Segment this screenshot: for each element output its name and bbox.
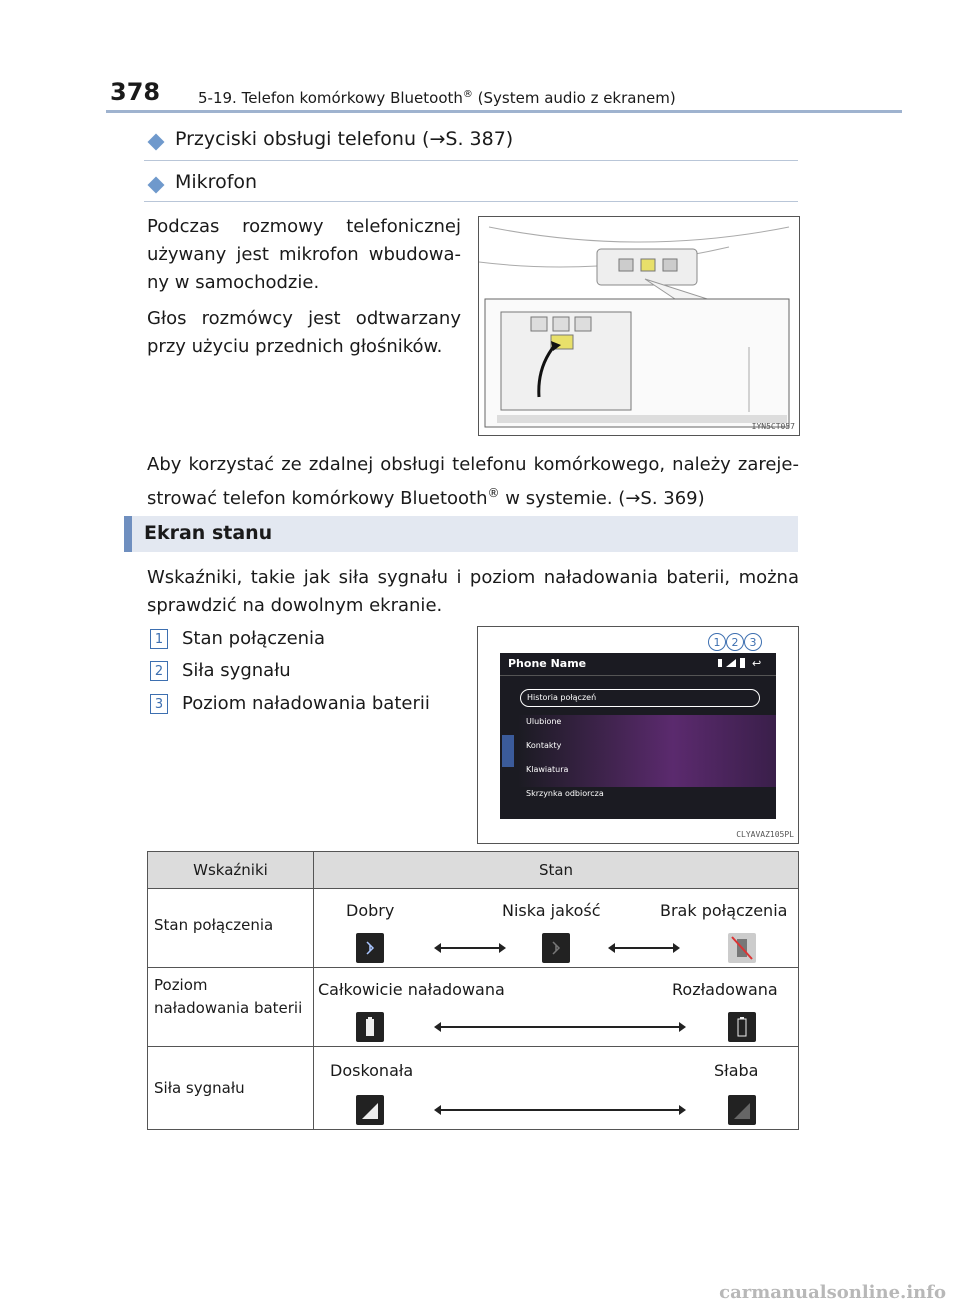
- state-label: Brak połączenia: [660, 901, 788, 920]
- row-label: Stan połączenia: [154, 916, 274, 934]
- battery-icon: [740, 658, 745, 668]
- running-header: [198, 89, 676, 107]
- row-label: Siła sygnału: [154, 1079, 245, 1097]
- state-label: Dobry: [346, 901, 395, 920]
- bluetooth-weak-icon: [542, 933, 570, 963]
- screen-title: Phone Name: [508, 657, 587, 670]
- page-number: 378: [110, 78, 161, 106]
- list-item: Siła sygnału: [182, 660, 291, 681]
- header-rule: [106, 110, 902, 113]
- signal-weak-icon: [728, 1095, 756, 1125]
- screen-callouts: [708, 633, 762, 651]
- section-suffix: (System audio z ekranem): [472, 89, 676, 107]
- arrow-icon: →: [625, 488, 641, 509]
- arrow-icon: →: [429, 128, 446, 150]
- buttons-ref-link[interactable]: S. 387): [445, 128, 514, 150]
- figure-code: IYN5CT057: [751, 422, 795, 431]
- figure-code: CLYAVAZ105PL: [736, 830, 794, 839]
- callout-number: 1: [150, 629, 168, 649]
- table-header: Wskaźniki: [148, 852, 314, 889]
- remote-ref-link[interactable]: S. 369): [640, 488, 705, 509]
- callout-circle: 3: [744, 633, 762, 651]
- microphone-figure: [478, 216, 800, 436]
- overhead-console-illustration: [479, 217, 799, 435]
- table-row: [148, 968, 799, 1047]
- callout-circle: 2: [726, 633, 744, 651]
- state-label: Rozładowana: [672, 980, 778, 999]
- state-label: Słaba: [714, 1061, 759, 1080]
- callout-circle: 1: [708, 633, 726, 651]
- section-title: 5-19. Telefon komórkowy Bluetooth: [198, 89, 463, 107]
- state-label: Całkowicie naładowana: [318, 980, 505, 999]
- callout-number: 2: [150, 661, 168, 681]
- state-label: Doskonała: [330, 1061, 414, 1080]
- bluetooth-good-icon: [356, 933, 384, 963]
- buttons-heading: [175, 128, 513, 150]
- double-arrow-icon: [440, 947, 500, 949]
- menu-item[interactable]: Kontakty: [526, 741, 562, 750]
- double-arrow-icon: [440, 1109, 680, 1111]
- back-icon[interactable]: ↩: [752, 657, 762, 670]
- table-header: Stan: [314, 852, 799, 889]
- mic-paragraph-2: Głos rozmówcy jest odtwarzany przy użyciu przednich głośników.: [147, 308, 461, 357]
- side-arrow-icon[interactable]: [502, 735, 514, 767]
- diamond-bullet-icon: [148, 134, 165, 151]
- table-row: [148, 889, 799, 968]
- footer-watermark: carmanualsonline.info: [719, 1282, 946, 1303]
- signal-excellent-icon: [356, 1095, 384, 1125]
- state-label: Niska jakość: [502, 901, 601, 920]
- battery-full-icon: [356, 1012, 384, 1042]
- row-label: Poziom naładowania baterii: [154, 976, 303, 1017]
- section-rule: [144, 160, 798, 161]
- diamond-bullet-icon: [148, 177, 165, 194]
- double-arrow-icon: [440, 1026, 680, 1028]
- indicator-table: [147, 851, 799, 1130]
- double-arrow-icon: [614, 947, 674, 949]
- remote-paragraph: [147, 451, 799, 513]
- bluetooth-status-icon: [718, 659, 722, 667]
- status-heading: Ekran stanu: [144, 522, 273, 544]
- registered-mark: ®: [487, 486, 500, 500]
- status-screen-figure: [477, 626, 799, 844]
- section-rule: [144, 201, 798, 202]
- callout-number: 3: [150, 694, 168, 714]
- screen-divider: [500, 675, 776, 676]
- remote-text-a: Aby korzystać ze zdalnej obsługi telefonu komórkowego, należy zareje-strować telefon komórkowy Bluetooth: [147, 454, 799, 509]
- status-intro: Wskaźniki, takie jak siła sygnału i poziom naładowania baterii, można sprawdzić na dowolnym ekranie.: [147, 567, 799, 616]
- mic-paragraph-1: Podczas rozmowy telefonicznej używany jest mikrofon wbudowa-ny w samochodzie.: [147, 216, 461, 293]
- list-item: Stan połączenia: [182, 628, 326, 649]
- menu-item[interactable]: Ulubione: [526, 717, 562, 726]
- battery-empty-icon: [728, 1012, 756, 1042]
- signal-icon: [726, 659, 736, 667]
- buttons-heading-text: Przyciski obsługi telefonu (: [175, 128, 430, 150]
- menu-item[interactable]: Historia połączeń: [520, 689, 760, 707]
- table-row: [148, 1047, 799, 1130]
- registered-mark: ®: [462, 89, 473, 100]
- status-section-banner: [124, 516, 798, 552]
- mic-heading: Mikrofon: [175, 171, 258, 193]
- menu-item[interactable]: Skrzynka odbiorcza: [526, 789, 604, 798]
- list-item: Poziom naładowania baterii: [182, 693, 430, 714]
- remote-text-b: w systemie. (: [499, 488, 626, 509]
- phone-disconnected-icon: [728, 933, 756, 963]
- phone-screen: [500, 653, 776, 819]
- menu-item[interactable]: Klawiatura: [526, 765, 569, 774]
